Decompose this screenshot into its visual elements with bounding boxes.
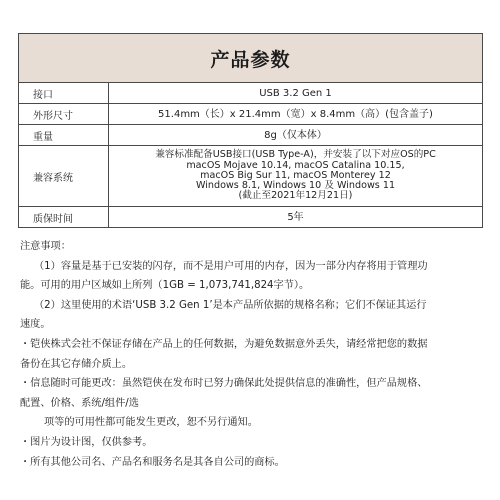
spec-label-warranty: 质保时间 xyxy=(19,207,109,227)
spec-label-compat: 兼容系统 xyxy=(19,146,109,206)
note-line: 能。可用的用户区域如上所列（1GB = 1,073,741,824字节）。 xyxy=(20,280,310,292)
spec-row-size xyxy=(19,104,482,125)
spec-table xyxy=(18,33,483,228)
spec-row-compat xyxy=(19,146,482,207)
note-line: ・信息随时可能更改：虽然铠侠在发布时已努力确保此处提供信息的准确性，但产品规格、 xyxy=(20,378,428,390)
notes-heading: 注意事项： xyxy=(20,241,71,252)
spec-label-port: 接口 xyxy=(19,83,109,103)
spec-value-weight: 8g（仅本体） xyxy=(264,129,327,141)
compat-line: macOS Mojave 10.14, macOS Catalina 10.15, xyxy=(186,159,405,171)
spec-row-warranty xyxy=(19,207,482,227)
spec-value-compat xyxy=(109,146,482,206)
note-line: ・铠侠株式会社不保证存储在产品上的任何数据，为避免数据意外丢失，请经常把您的数据 xyxy=(20,338,428,350)
note-line: （1）容量是基于已安装的闪存，而不是用户可用的内存，因为一部分内存将用于管理功 xyxy=(34,260,428,272)
note-line: 项等的可用性都可能发生更改，恕不另行通知。 xyxy=(44,417,258,429)
spec-label-size: 外形尺寸 xyxy=(19,104,109,124)
spec-value-size: 51.4mm（长）x 21.4mm（宽）x 8.4mm（高）(包含盖子) xyxy=(158,108,433,120)
compat-line: Windows 8.1, Windows 10 及 Windows 11 xyxy=(195,180,396,192)
spec-row-weight xyxy=(19,125,482,146)
note-line: ・所有其他公司名、产品名和服务名是其各自公司的商标。 xyxy=(20,456,285,468)
notes-section xyxy=(20,237,490,472)
compat-line: 兼容标准配备USB接口(USB Type-A)，并安装了以下对应OS的PC xyxy=(155,149,436,161)
note-line: ・图片为设计图，仅供参考。 xyxy=(20,436,153,448)
spec-row-port xyxy=(19,83,482,104)
compat-line: macOS Big Sur 11, macOS Monterey 12 xyxy=(200,169,391,181)
compat-line: (截止至2021年12月21日) xyxy=(238,190,353,202)
note-line: （2）这里使用的术语‘USB 3.2 Gen 1’是本产品所依据的规格名称；它们不保证其运行 xyxy=(34,299,427,311)
spec-value-port: USB 3.2 Gen 1 xyxy=(259,87,332,99)
spec-label-weight: 重量 xyxy=(19,125,109,145)
note-line: 速度。 xyxy=(20,319,51,331)
spec-title: 产品参数 xyxy=(19,34,482,83)
note-line: 配置、价格、系统/组件/选 xyxy=(20,397,139,409)
spec-value-warranty: 5年 xyxy=(287,211,304,223)
note-line: 备份在其它存储介质上。 xyxy=(20,358,133,370)
